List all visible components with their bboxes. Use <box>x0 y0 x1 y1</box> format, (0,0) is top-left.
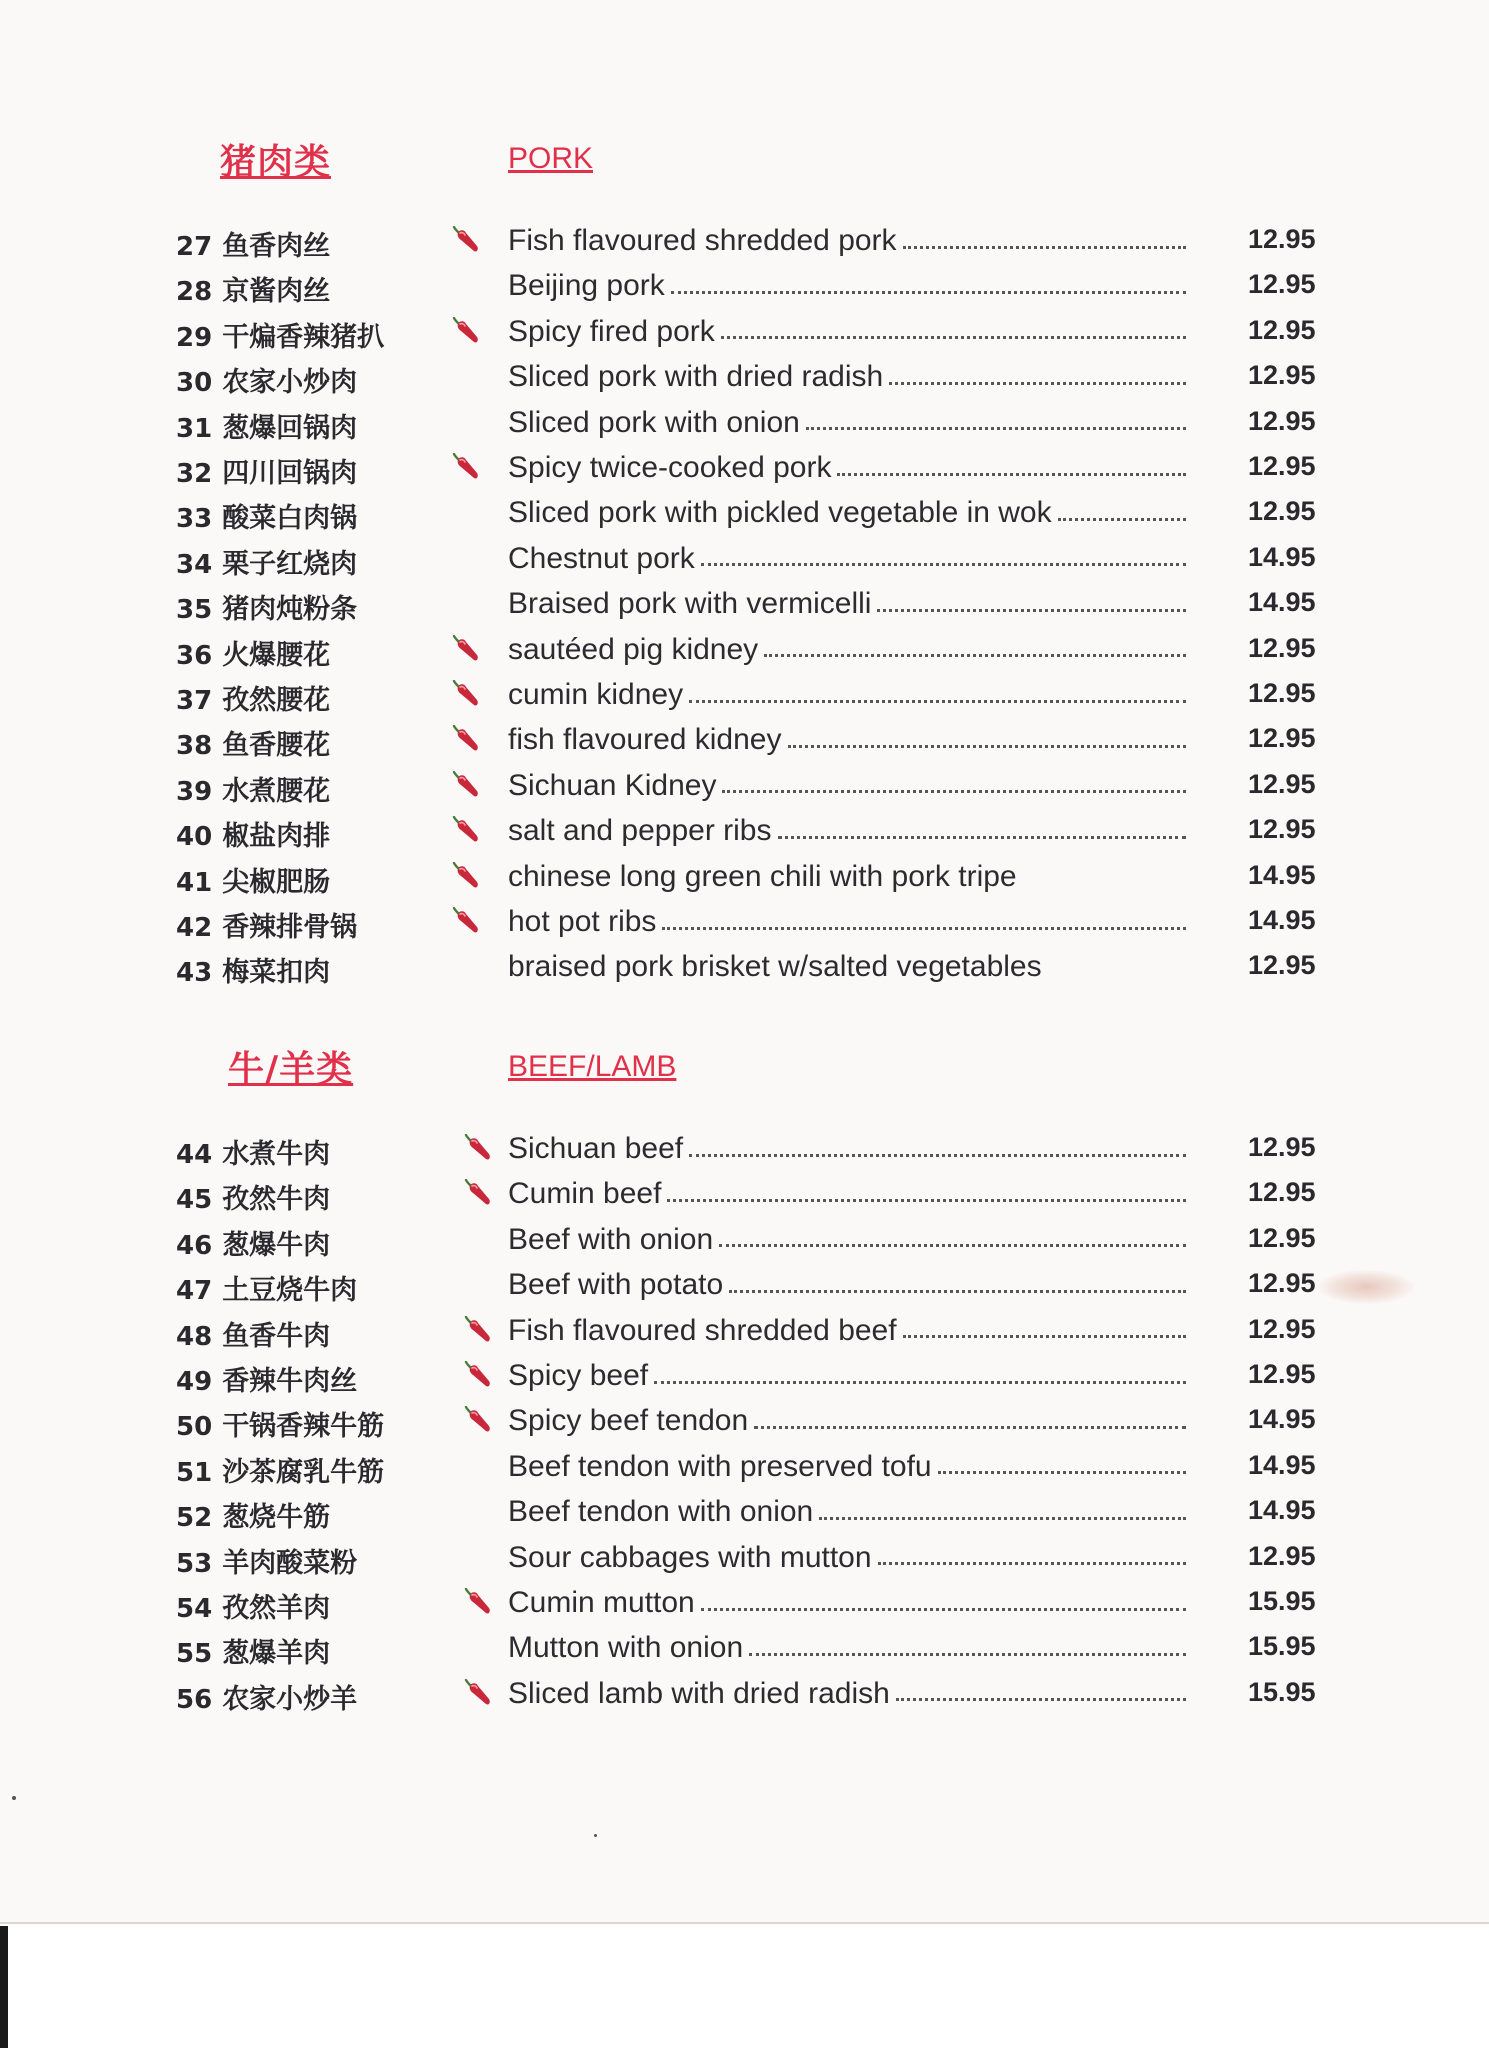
item-english-label: Cumin beef <box>508 1177 662 1211</box>
item-chinese-label: 四川回锅肉 <box>222 458 358 489</box>
dot-leader <box>1058 518 1186 521</box>
item-chinese-name <box>176 360 357 399</box>
item-english-label: braised pork brisket w/salted vegetables <box>508 950 1042 984</box>
item-chinese-name <box>176 1631 330 1670</box>
item-chinese-label: 土豆烧牛肉 <box>222 1275 358 1307</box>
item-chinese-label: 葱烧牛筋 <box>222 1502 331 1534</box>
item-chinese-name <box>176 1404 384 1443</box>
item-number: 34 <box>176 549 213 580</box>
item-english-name <box>508 1631 1198 1669</box>
menu-item-row <box>0 587 1489 631</box>
item-number: 38 <box>176 731 213 762</box>
item-english-label: Chestnut pork <box>508 541 695 575</box>
chili-pepper-icon <box>452 680 482 710</box>
section-title-zh-beef-lamb: 牛/羊类 <box>228 1049 354 1090</box>
item-chinese-label: 鱼香牛肉 <box>222 1320 331 1352</box>
item-number: 51 <box>176 1457 213 1488</box>
item-price: 12.95 <box>1248 451 1316 481</box>
item-number: 47 <box>176 1276 213 1307</box>
item-english-name <box>508 1223 1198 1261</box>
item-english-label: Beijing pork <box>508 269 665 303</box>
dot-leader <box>662 927 1186 930</box>
item-number: 36 <box>176 640 213 671</box>
menu-item-row <box>0 1177 1489 1221</box>
dot-leader <box>689 700 1186 703</box>
item-chinese-name <box>176 542 357 581</box>
item-chinese-label: 鱼香腰花 <box>222 730 331 762</box>
menu-item-row <box>0 814 1489 858</box>
item-english-name <box>508 1495 1198 1533</box>
item-chinese-label: 椒盐肉排 <box>222 821 331 853</box>
menu-item-row <box>0 1223 1489 1267</box>
menu-item-row <box>0 1314 1489 1358</box>
dot-leader <box>721 336 1186 339</box>
dot-leader <box>778 836 1187 839</box>
menu-item-row <box>0 315 1489 359</box>
item-english-name <box>508 950 1198 988</box>
item-english-label: Fish flavoured shredded beef <box>508 1313 897 1347</box>
item-chinese-name <box>176 1495 330 1534</box>
dot-leader <box>903 1335 1186 1338</box>
item-number: 50 <box>176 1412 213 1443</box>
item-number: 43 <box>176 958 213 989</box>
chili-pepper-icon <box>452 317 482 347</box>
dot-leader <box>749 1653 1186 1656</box>
item-number: 55 <box>176 1639 213 1670</box>
dot-leader <box>903 246 1186 249</box>
item-english-name <box>508 1586 1198 1624</box>
chili-pepper-icon <box>452 453 482 483</box>
item-english-name <box>508 542 1198 580</box>
item-number: 27 <box>176 232 213 262</box>
chili-pepper-icon <box>464 1134 494 1164</box>
dot-leader <box>701 1608 1186 1611</box>
item-price: 12.95 <box>1248 814 1316 845</box>
item-english-name <box>508 1541 1198 1579</box>
item-english-label: Sliced lamb with dried radish <box>508 1676 890 1710</box>
item-english-label: hot pot ribs <box>508 905 657 938</box>
item-chinese-name <box>176 1268 357 1307</box>
dot-leader <box>877 609 1186 612</box>
item-english-name <box>508 587 1198 625</box>
item-price: 15.95 <box>1248 1676 1316 1707</box>
item-english-label: Spicy twice-cooked pork <box>508 451 832 484</box>
item-number: 44 <box>176 1140 213 1170</box>
item-price: 12.95 <box>1248 1268 1316 1299</box>
item-chinese-label: 葱爆牛肉 <box>222 1229 331 1261</box>
item-chinese-name <box>176 723 330 762</box>
item-price: 12.95 <box>1248 723 1316 754</box>
chili-pepper-icon <box>452 771 482 801</box>
item-chinese-name <box>176 1450 384 1489</box>
menu-item-row <box>0 1359 1489 1403</box>
item-english-name <box>508 814 1198 852</box>
item-number: 54 <box>176 1594 213 1624</box>
item-price: 12.95 <box>1248 768 1316 799</box>
scan-speck <box>594 1834 597 1837</box>
chili-pepper-icon <box>452 635 482 665</box>
menu-item-row <box>0 769 1489 813</box>
item-chinese-name <box>176 269 330 308</box>
menu-item-row <box>0 905 1489 949</box>
item-chinese-label: 猪肉炖粉条 <box>222 594 358 626</box>
dot-leader <box>938 1471 1186 1474</box>
item-number: 28 <box>176 277 213 308</box>
item-english-name <box>508 496 1198 534</box>
item-english-name <box>508 1268 1198 1306</box>
item-price: 12.95 <box>1248 1359 1316 1389</box>
item-english-label: fish flavoured kidney <box>508 723 782 757</box>
menu-item-row <box>0 360 1489 404</box>
scan-edge <box>0 1926 8 2048</box>
menu-item-row <box>0 542 1489 586</box>
item-english-name <box>508 678 1198 716</box>
item-price: 14.95 <box>1248 541 1316 572</box>
item-english-name <box>508 860 1198 898</box>
item-chinese-label: 葱爆回锅肉 <box>222 412 358 444</box>
item-chinese-name <box>176 950 330 989</box>
item-english-label: Sliced pork with pickled vegetable in wok <box>508 496 1052 530</box>
item-chinese-name <box>176 451 357 490</box>
item-english-name <box>508 315 1198 353</box>
item-number: 30 <box>176 368 213 399</box>
item-english-label: Sliced pork with dried radish <box>508 360 884 394</box>
item-chinese-label: 水煮牛肉 <box>222 1139 331 1170</box>
item-chinese-name <box>176 1586 330 1625</box>
dot-leader <box>788 745 1187 748</box>
item-price: 12.95 <box>1248 269 1316 300</box>
item-price: 12.95 <box>1248 360 1316 391</box>
item-english-name <box>508 360 1198 398</box>
item-chinese-name <box>176 1677 357 1716</box>
item-chinese-label: 水煮腰花 <box>222 775 331 807</box>
item-number: 31 <box>176 413 213 444</box>
item-number: 40 <box>176 822 213 853</box>
item-chinese-name <box>176 1314 330 1353</box>
item-english-label: Spicy beef tendon <box>508 1404 749 1438</box>
item-number: 46 <box>176 1230 213 1261</box>
item-price: 14.95 <box>1248 1449 1316 1480</box>
item-chinese-name <box>176 1541 357 1580</box>
item-number: 41 <box>176 867 213 898</box>
item-price: 14.95 <box>1248 1495 1316 1526</box>
item-chinese-label: 沙茶腐乳牛筋 <box>222 1456 385 1488</box>
item-price: 12.95 <box>1248 1177 1316 1208</box>
item-english-name <box>508 723 1198 761</box>
dot-leader <box>819 1517 1186 1520</box>
item-price: 14.95 <box>1248 1404 1316 1435</box>
menu-item-row <box>0 633 1489 677</box>
item-chinese-name <box>176 587 357 626</box>
item-number: 48 <box>176 1321 213 1352</box>
dot-leader <box>729 1290 1186 1293</box>
menu-item-row <box>0 1404 1489 1448</box>
section-title-zh-pork: 猪肉类 <box>220 142 332 183</box>
item-price: 12.95 <box>1248 314 1316 345</box>
item-price: 12.95 <box>1248 1540 1316 1571</box>
chili-pepper-icon <box>464 1179 494 1209</box>
item-english-name <box>508 269 1198 307</box>
scan-speck <box>12 1796 16 1800</box>
item-price: 14.95 <box>1248 859 1316 890</box>
menu-item-row <box>0 451 1489 495</box>
item-chinese-name <box>176 1223 330 1262</box>
item-number: 32 <box>176 459 213 489</box>
item-price: 12.95 <box>1248 1222 1316 1253</box>
menu-item-row <box>0 269 1489 313</box>
item-english-name <box>508 1450 1198 1488</box>
chili-pepper-icon <box>452 907 482 937</box>
dot-leader <box>878 1562 1186 1565</box>
item-english-name <box>508 1404 1198 1442</box>
item-chinese-label: 农家小炒羊 <box>222 1683 358 1715</box>
menu-item-row <box>0 496 1489 540</box>
item-number: 56 <box>176 1684 213 1715</box>
chili-pepper-icon <box>452 226 482 256</box>
menu-item-row <box>0 224 1489 268</box>
menu-item-row <box>0 1631 1489 1675</box>
menu-item-row <box>0 678 1489 722</box>
dot-leader <box>889 382 1186 385</box>
item-chinese-name <box>176 224 330 263</box>
item-chinese-label: 栗子红烧肉 <box>222 548 358 580</box>
item-price: 15.95 <box>1248 1586 1316 1616</box>
item-english-name <box>508 1677 1198 1715</box>
dot-leader <box>701 563 1186 566</box>
menu-item-row <box>0 1586 1489 1630</box>
chili-pepper-icon <box>464 1406 494 1436</box>
dot-leader <box>722 790 1186 793</box>
item-english-label: Beef tendon with onion <box>508 1495 814 1529</box>
item-number: 42 <box>176 913 213 943</box>
item-chinese-name <box>176 406 357 445</box>
item-chinese-label: 梅菜扣肉 <box>222 957 331 989</box>
item-number: 35 <box>176 595 213 626</box>
dot-leader <box>896 1698 1186 1701</box>
item-price: 15.95 <box>1248 1631 1316 1662</box>
item-chinese-name <box>176 860 330 899</box>
item-english-label: Sichuan Kidney <box>508 768 717 802</box>
menu-item-row <box>0 1450 1489 1494</box>
item-chinese-name <box>176 1132 330 1171</box>
item-price: 14.95 <box>1248 905 1316 935</box>
item-english-name <box>508 1132 1198 1170</box>
item-english-name <box>508 1314 1198 1352</box>
chili-pepper-icon <box>452 816 482 846</box>
dot-leader <box>671 291 1186 294</box>
item-english-name <box>508 406 1198 444</box>
item-chinese-label: 干锅香辣牛筋 <box>222 1411 385 1443</box>
item-english-name <box>508 905 1198 943</box>
item-number: 45 <box>176 1185 213 1216</box>
menu-item-row <box>0 950 1489 994</box>
item-chinese-label: 农家小炒肉 <box>222 367 358 399</box>
chili-pepper-icon <box>464 1679 494 1709</box>
item-english-name <box>508 769 1198 807</box>
item-chinese-label: 香辣牛肉丝 <box>222 1366 358 1397</box>
dot-leader <box>806 427 1186 430</box>
item-price: 12.95 <box>1248 950 1316 981</box>
item-english-label: Sichuan beef <box>508 1132 684 1165</box>
item-english-label: chinese long green chili with pork tripe <box>508 859 1017 893</box>
item-chinese-label: 鱼香肉丝 <box>222 231 331 262</box>
item-english-name <box>508 224 1198 262</box>
menu-item-row <box>0 406 1489 450</box>
item-chinese-name <box>176 1359 357 1398</box>
item-number: 29 <box>176 322 213 353</box>
item-chinese-name <box>176 1177 330 1216</box>
item-chinese-label: 京酱肉丝 <box>222 276 331 308</box>
section-title-en-pork: PORK <box>508 142 594 175</box>
menu-item-row <box>0 1677 1489 1721</box>
menu-item-row <box>0 1132 1489 1176</box>
item-chinese-label: 酸菜白肉锅 <box>222 503 358 535</box>
item-english-label: Beef with potato <box>508 1268 724 1302</box>
item-chinese-label: 尖椒肥肠 <box>222 866 331 898</box>
item-english-label: Sliced pork with onion <box>508 405 800 439</box>
item-english-label: Beef with onion <box>508 1222 714 1256</box>
chili-pepper-icon <box>452 725 482 755</box>
item-english-label: Beef tendon with preserved tofu <box>508 1449 932 1483</box>
dot-leader <box>764 654 1186 657</box>
item-english-label: Mutton with onion <box>508 1631 744 1665</box>
menu-item-row <box>0 1495 1489 1539</box>
dot-leader <box>689 1154 1186 1157</box>
item-number: 53 <box>176 1548 213 1579</box>
item-chinese-name <box>176 769 330 808</box>
item-chinese-label: 孜然腰花 <box>222 685 331 716</box>
item-number: 39 <box>176 776 213 807</box>
item-chinese-name <box>176 315 384 354</box>
chili-pepper-icon <box>464 1361 494 1391</box>
item-english-label: Sour cabbages with mutton <box>508 1540 872 1574</box>
menu-item-row <box>0 1541 1489 1585</box>
dot-leader <box>719 1244 1186 1247</box>
dot-leader <box>837 473 1186 476</box>
item-english-label: Cumin mutton <box>508 1586 695 1619</box>
item-chinese-label: 羊肉酸菜粉 <box>222 1547 358 1579</box>
item-number: 52 <box>176 1503 213 1534</box>
dot-leader <box>654 1381 1186 1384</box>
item-price: 14.95 <box>1248 587 1316 618</box>
item-english-label: salt and pepper ribs <box>508 814 772 848</box>
chili-pepper-icon <box>452 862 482 892</box>
item-chinese-name <box>176 905 357 944</box>
item-price: 12.95 <box>1248 678 1316 708</box>
item-chinese-label: 葱爆羊肉 <box>222 1638 331 1670</box>
item-chinese-name <box>176 678 330 717</box>
item-chinese-name <box>176 814 330 853</box>
item-number: 37 <box>176 686 213 716</box>
dot-leader <box>754 1426 1186 1429</box>
item-chinese-label: 火爆腰花 <box>222 639 331 671</box>
item-chinese-name <box>176 633 330 672</box>
item-english-label: Fish flavoured shredded pork <box>508 224 897 257</box>
item-price: 12.95 <box>1248 405 1316 436</box>
menu-item-row <box>0 723 1489 767</box>
item-chinese-label: 干煸香辣猪扒 <box>222 321 385 353</box>
item-english-name <box>508 1177 1198 1215</box>
dot-leader <box>667 1199 1186 1202</box>
menu-item-row <box>0 1268 1489 1312</box>
item-price: 12.95 <box>1248 224 1316 254</box>
item-english-label: sautéed pig kidney <box>508 632 759 666</box>
item-number: 49 <box>176 1367 213 1397</box>
section-title-en-beef-lamb: BEEF/LAMB <box>508 1050 677 1083</box>
item-chinese-label: 香辣排骨锅 <box>222 912 358 943</box>
item-price: 12.95 <box>1248 496 1316 527</box>
item-english-label: Braised pork with vermicelli <box>508 587 872 621</box>
item-english-name <box>508 451 1198 489</box>
item-english-label: Spicy beef <box>508 1359 649 1392</box>
chili-pepper-icon <box>464 1588 494 1618</box>
chili-pepper-icon <box>464 1316 494 1346</box>
item-price: 12.95 <box>1248 1132 1316 1162</box>
item-english-name <box>508 1359 1198 1397</box>
item-price: 12.95 <box>1248 1313 1316 1344</box>
item-price: 12.95 <box>1248 632 1316 663</box>
item-chinese-label: 孜然牛肉 <box>222 1184 331 1216</box>
item-chinese-name <box>176 496 357 535</box>
item-english-name <box>508 633 1198 671</box>
item-chinese-label: 孜然羊肉 <box>222 1593 331 1624</box>
item-english-label: Spicy fired pork <box>508 314 715 348</box>
menu-item-row <box>0 860 1489 904</box>
item-number: 33 <box>176 504 213 535</box>
item-english-label: cumin kidney <box>508 678 684 711</box>
